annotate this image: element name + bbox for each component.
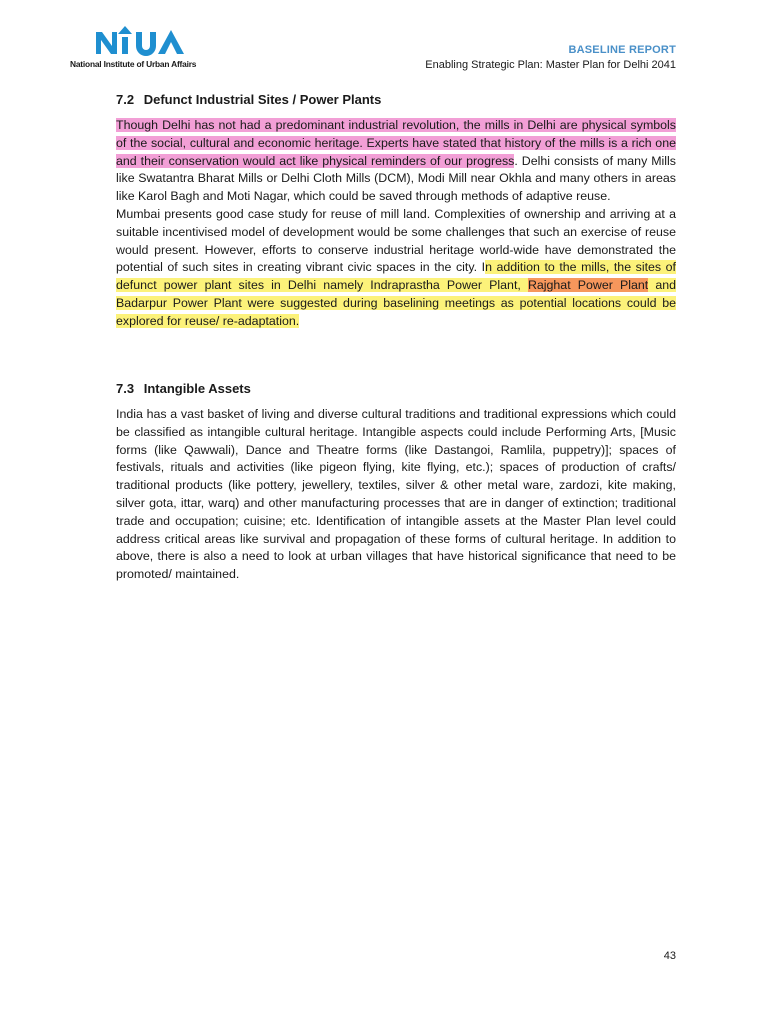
highlight-orange: Rajghat Power Plant <box>527 278 649 293</box>
section-7-3-body: India has a vast basket of living and diverse cultural traditions and traditional expressions which could be classified as intangible cultural heritage. Intangible aspects could include Performing Arts, [Music forms (like Qawwali), Dance and Theatre forms (like Dastangoi, Ramlila, puppetry)]; spaces of festivals, rituals and activities (like pigeon flying, kite flying, etc.); spaces of production of crafts/ traditional products (like pottery, jewellery, textiles, silver & other metal ware, zardozi, kite making, silver gota, ittar, warq) and other manufacturing processes that are in danger of extinction; traditional trade and occupation; cuisine; etc. Identification of intangible assets at the Master Plan level could address critical areas like survival and propagation of these forms of cultural heritage. In addition to above, there is also a need to look at urban villages that have historical significance that need to be promoted/ maintained. <box>116 407 676 582</box>
highlight-yellow: and Badarpur Power Plant were suggested during baselining meetings as potential locations could be explored for reuse/ re-adaptation. <box>116 278 676 328</box>
section-title: Defunct Industrial Sites / Power Plants <box>143 92 382 107</box>
section-7-2-body <box>116 117 676 331</box>
highlight-pink: Though Delhi has not had a predominant industrial revolution, the mills in Delhi are physical symbols of the social, cultural and economic heritage. Experts have stated that history of the mills is a rich one and their conservation would act like physical reminders of our progress <box>116 118 676 168</box>
niua-logo <box>70 26 197 72</box>
body-text: Mumbai presents good case study for reuse of mill land. Complexities of ownership and arriving at a suitable incentivised model of development would be some challenges that such an exercise of reuse would present. However, efforts to conserve industrial heritage world-wide have demonstrated the potential of such sites in creating vibrant civic spaces in the city. I <box>116 206 676 275</box>
section-heading-7-3 <box>116 381 251 396</box>
section-number: 7.2 <box>116 92 135 107</box>
section-title: Intangible Assets <box>143 381 251 396</box>
body-text: . Delhi consists of many Mills like Swatantra Bharat Mills or Delhi Cloth Mills (DCM), Modi Mill near Okhla and many others in areas like Karol Bagh and Moti Nagar, which could be saved through methods of adaptive reuse. <box>116 153 676 204</box>
report-label: BASELINE REPORT <box>568 44 676 56</box>
section-heading-7-2 <box>116 92 381 107</box>
page-number: 43 <box>663 950 676 962</box>
logo-caption: National Institute of Urban Affairs <box>70 59 197 69</box>
section-number: 7.3 <box>116 381 135 396</box>
report-subtitle: Enabling Strategic Plan: Master Plan for Delhi 2041 <box>425 59 676 71</box>
niua-logo-icon <box>92 26 188 56</box>
highlight-yellow: n addition to the mills, the sites of defunct power plant sites in Delhi namely Indraprastha Power Plant, <box>116 260 676 293</box>
